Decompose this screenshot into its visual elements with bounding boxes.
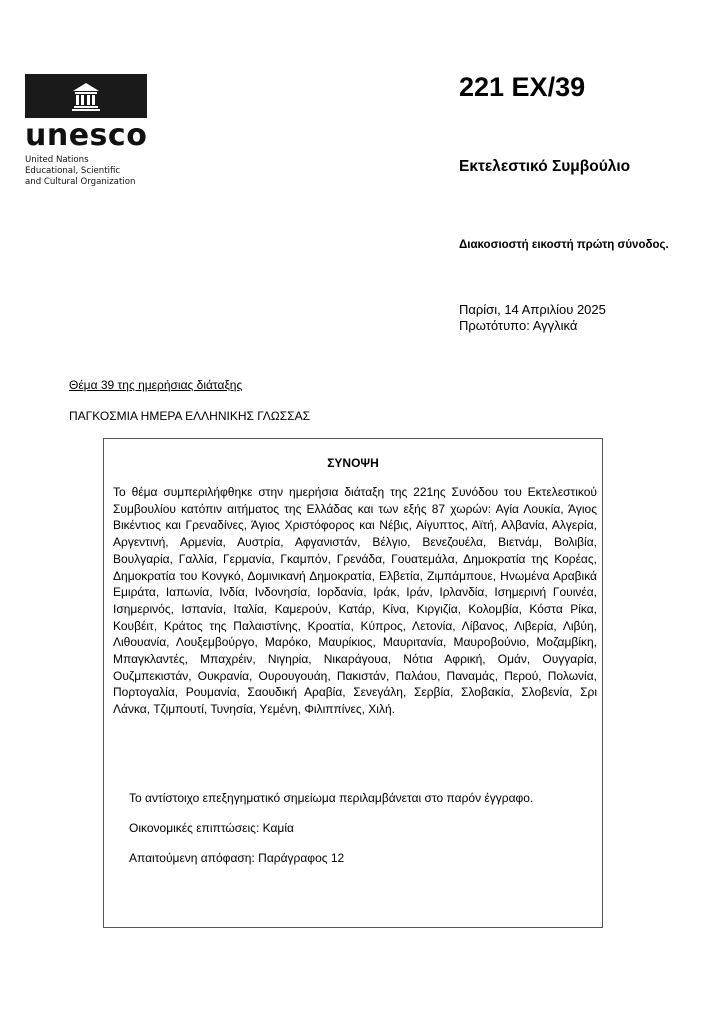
temple-icon [71, 81, 101, 111]
session-name: Διακοσιοστή εικοστή πρώτη σύνοδος. [459, 239, 669, 251]
summary-body: Το θέμα συμπεριλήφθηκε στην ημερήσια διάταξη της 221ης Συνόδου του Εκτελεστικού Συμβουλίου κατόπιν αιτήματος της Ελλάδας και των εξής 87 χωρών: Αγία Λουκία, Άγιος Βικέντιος και Γρεναδίνες, Άγιος Χριστόφορος και Νέβις, Αίγυπτος, Αϊτή, Αλβανία, Αλγερία, Αργεντινή, Αρμενία, Αυστρία, Αφγανιστάν, Βέλγιο, Βενεζουέλα, Βιετνάμ, Βολιβία, Βουλγαρία, Γαλλία, Γερμανία, Γκαμπόν, Γρενάδα, Γουατεμάλα, Δημοκρατία της Κορέας, Δημοκρατία του Κονγκό, Δομινικανή Δημοκρατία, Ελβετία, Ζιμπάμπουε, Ηνωμένα Αραβικά Εμιράτα, Ιαπωνία, Ινδία, Ινδονησία, Ιορδανία, Ιράκ, Ιράν, Ιρλανδία, Ισημερινή Γουινέα, Ισημερινός, Ισπανία, Ιταλία, Καμερούν, Κατάρ, Κίνα, Κιργιζία, Κολομβία, Κόστα Ρίκα, Κουβέιτ, Κράτος της Παλαιστίνης, Κροατία, Κύπρος, Λετονία, Λίβανος, Λιβερία, Λιβύη, Λιθουανία, Λουξεμβούργο, Μαρόκο, Μαυρίκιος, Μαυριτανία, Μαυροβούνιο, Μοζαμβίκη, Μπαγκλαντές, Μπαχρέιν, Νιγηρία, Νικαράγουα, Νότια Αφρική, Ομάν, Ουγγαρία, Ουζμπεκιστάν, Ουκρανία, Ουρουγουάη, Πακιστάν, Παλάου, Παναμάς, Περού, Πολωνία, Πορτογαλία, Ρουμανία, Σαουδική Αραβία, Σενεγάλη, Σερβία, Σλοβακία, Σλοβενία, Σρι Λάνκα, Τζιμπουτί, Τυνησία, Υεμένη, Φιλιππίνες, Χιλή. [113, 485, 597, 717]
original-language: Πρωτότυπο: Αγγλικά [459, 318, 578, 333]
required-decision: Απαιτούμενη απόφαση: Παράγραφος 12 [129, 851, 345, 865]
agenda-item: Θέμα 39 της ημερήσιας διάταξης [69, 378, 243, 392]
logo-subtitle-line: United Nations [25, 155, 89, 165]
explanatory-note: Το αντίστοιχο επεξηγηματικό σημείωμα περιλαμβάνεται στο παρόν έγγραφο. [129, 791, 534, 805]
summary-box [103, 438, 603, 928]
logo-wordmark: unesco [25, 118, 148, 153]
place-date: Παρίσι, 14 Απριλίου 2025 [459, 302, 606, 317]
unesco-logo [25, 74, 150, 188]
place-and-date-block [459, 302, 606, 334]
summary-heading: ΣΥΝΟΨΗ [327, 456, 379, 470]
logo-subtitle-line: Educational, Scientific [25, 166, 121, 176]
logo-subtitle-line: and Cultural Organization [25, 177, 136, 187]
logo-subtitle [25, 155, 150, 188]
temple-emblem-bar [25, 74, 147, 118]
document-code: 221 EX/39 [459, 72, 586, 102]
board-name: Εκτελεστικό Συμβούλιο [459, 158, 631, 175]
document-title: ΠΑΓΚΟΣΜΙΑ ΗΜΕΡΑ ΕΛΛΗΝΙΚΗΣ ΓΛΩΣΣΑΣ [69, 409, 311, 423]
financial-implications: Οικονομικές επιπτώσεις: Καμία [129, 821, 294, 835]
